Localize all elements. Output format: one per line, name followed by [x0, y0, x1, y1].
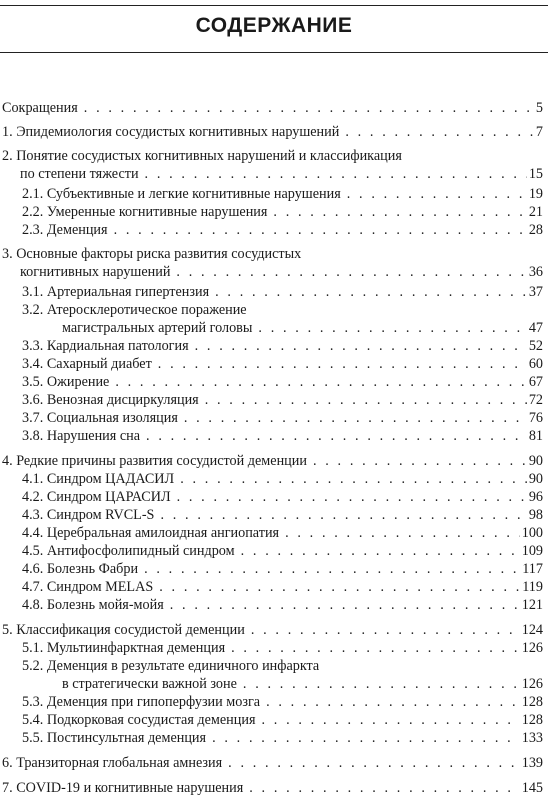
- toc-entry[interactable]: [22, 428, 543, 445]
- toc-entry-title: 5.3. Деменция при гипоперфузии мозга: [22, 694, 261, 710]
- dot-leader: [146, 428, 527, 445]
- toc-entry-title: 3.3. Кардиальная патология: [22, 338, 189, 354]
- toc-entry-page-number: 128: [521, 694, 543, 710]
- toc-entry-page-number: 121: [521, 597, 543, 613]
- dot-leader: [347, 186, 527, 203]
- dot-leader: [170, 597, 520, 614]
- toc-entry-heading-line: 3.2. Атеросклеротическое поражение: [22, 302, 247, 318]
- toc-entry-title: в стратегически важной зоне: [62, 676, 237, 692]
- toc-entry[interactable]: [2, 780, 543, 797]
- toc-entry[interactable]: [2, 124, 543, 141]
- toc-entry-page-number: 100: [521, 525, 543, 541]
- toc-entry-title: 2.1. Субъективные и легкие когнитивные нарушения: [22, 186, 341, 202]
- dot-leader: [261, 712, 519, 729]
- toc-entry[interactable]: [62, 320, 543, 337]
- toc-entry[interactable]: [22, 186, 543, 203]
- dot-leader: [231, 640, 520, 657]
- toc-entry-page-number: 96: [528, 489, 543, 505]
- dot-leader: [249, 780, 519, 797]
- toc-entry-page-number: 109: [521, 543, 543, 559]
- dot-leader: [144, 561, 520, 578]
- toc-entry-title: 5.5. Постинсультная деменция: [22, 730, 207, 746]
- dot-leader: [184, 410, 527, 427]
- toc-entry-title: магистральных артерий головы: [62, 320, 253, 336]
- toc-entry-title: по степени тяжести: [20, 166, 139, 182]
- dot-leader: [114, 222, 527, 239]
- toc-entry-title: 1. Эпидемиология сосудистых когнитивных нарушений: [2, 124, 340, 140]
- toc-entry-title: 4.6. Болезнь Фабри: [22, 561, 139, 577]
- toc-entry-title: 2.2. Умеренные когнитивные нарушения: [22, 204, 268, 220]
- toc-entry[interactable]: [22, 543, 543, 560]
- toc-entry[interactable]: [22, 204, 543, 221]
- toc-entry-title: 3.6. Венозная дисциркуляция: [22, 392, 199, 408]
- toc-entry-title: 3.7. Социальная изоляция: [22, 410, 178, 426]
- toc-entry[interactable]: [62, 676, 543, 693]
- toc-entry-title: 3.4. Сахарный диабет: [22, 356, 152, 372]
- toc-entry[interactable]: [22, 410, 543, 427]
- toc-entry-page-number: 67: [528, 374, 543, 390]
- toc-entry[interactable]: [22, 392, 543, 409]
- toc-entry-page-number: 133: [521, 730, 543, 746]
- toc-entry-page-number: 72: [528, 392, 543, 408]
- toc-entry[interactable]: [22, 338, 543, 355]
- dot-leader: [160, 507, 526, 524]
- dot-leader: [285, 525, 520, 542]
- toc-entry-title: 3.5. Ожирение: [22, 374, 110, 390]
- toc-entry[interactable]: [2, 453, 543, 470]
- dot-leader: [266, 694, 520, 711]
- toc-entry[interactable]: [22, 489, 543, 506]
- dot-leader: [159, 579, 520, 596]
- dot-leader: [145, 166, 527, 183]
- toc-entry[interactable]: [22, 712, 543, 729]
- toc-entry[interactable]: [22, 694, 543, 711]
- toc-entry-title: Сокращения: [2, 100, 78, 116]
- toc-entry-page-number: 90: [528, 453, 543, 469]
- toc-entry[interactable]: [22, 356, 543, 373]
- toc-entry-page-number: 126: [521, 640, 543, 656]
- toc-entry-title: 4.7. Синдром MELAS: [22, 579, 154, 595]
- dot-leader: [258, 320, 526, 337]
- toc-entry-page-number: 36: [528, 264, 543, 280]
- toc-entry-title: 4.3. Синдром RVCL-S: [22, 507, 155, 523]
- toc-entry-title: 5. Классификация сосудистой деменции: [2, 622, 245, 638]
- dot-leader: [251, 622, 520, 639]
- toc-entry-title: 2.3. Деменция: [22, 222, 108, 238]
- toc-entry[interactable]: [22, 561, 543, 578]
- top-rule: [0, 5, 548, 6]
- toc-entry[interactable]: [22, 579, 543, 596]
- toc-entry[interactable]: [2, 755, 543, 772]
- toc-entry-title: 4.2. Синдром ЦАРАСИЛ: [22, 489, 171, 505]
- dot-leader: [158, 356, 527, 373]
- toc-entry-page-number: 126: [521, 676, 543, 692]
- dot-leader: [115, 374, 526, 391]
- dot-leader: [345, 124, 534, 141]
- toc-entry[interactable]: [22, 284, 543, 301]
- toc-entry-page-number: 90: [528, 471, 543, 487]
- toc-entry-page-number: 21: [528, 204, 543, 220]
- toc-entry-page-number: 76: [528, 410, 543, 426]
- toc-entry-title: 3.8. Нарушения сна: [22, 428, 141, 444]
- toc-entry-page-number: 47: [528, 320, 543, 336]
- dot-leader: [205, 392, 527, 409]
- toc-entry-page-number: 37: [528, 284, 543, 300]
- toc-entry[interactable]: [2, 100, 543, 117]
- toc-entry-title: 4.1. Синдром ЦАДАСИЛ: [22, 471, 175, 487]
- toc-entry[interactable]: [20, 166, 543, 183]
- toc-entry-page-number: 98: [528, 507, 543, 523]
- dot-leader: [177, 489, 527, 506]
- toc-entry-title: 7. COVID-19 и когнитивные нарушения: [2, 780, 244, 796]
- toc-entry-page-number: 7: [535, 124, 543, 140]
- toc-entry-title: 5.1. Мультиинфарктная деменция: [22, 640, 226, 656]
- dot-leader: [195, 338, 527, 355]
- toc-entry-page-number: 28: [528, 222, 543, 238]
- toc-entry-title: 4.4. Церебральная амилоидная ангиопатия: [22, 525, 280, 541]
- toc-entry-title: 6. Транзиторная глобальная амнезия: [2, 755, 223, 771]
- toc-entry-page-number: 145: [521, 780, 543, 796]
- dot-leader: [180, 471, 527, 488]
- toc-entry-title: 3.1. Артериальная гипертензия: [22, 284, 210, 300]
- toc-entry-title: когнитивных нарушений: [20, 264, 171, 280]
- toc-entry-page-number: 81: [528, 428, 543, 444]
- toc-entry-page-number: 124: [521, 622, 543, 638]
- toc-entry-title: 4.8. Болезнь мойя-мойя: [22, 597, 164, 613]
- dot-leader: [215, 284, 527, 301]
- dot-leader: [176, 264, 526, 281]
- toc-entry-page-number: 52: [528, 338, 543, 354]
- toc-entry[interactable]: [20, 264, 543, 281]
- dot-leader: [228, 755, 520, 772]
- toc-entry[interactable]: [22, 507, 543, 524]
- toc-entry-page-number: 60: [528, 356, 543, 372]
- toc-entry-heading-line: 5.2. Деменция в результате единичного инфаркта: [22, 658, 320, 674]
- toc-entry-heading-line: 3. Основные факторы риска развития сосудистых: [2, 246, 302, 262]
- toc-entry-page-number: 5: [535, 100, 543, 116]
- toc-entry-title: 4. Редкие причины развития сосудистой деменции: [2, 453, 307, 469]
- page-title: СОДЕРЖАНИЕ: [195, 14, 353, 37]
- toc-entry-page-number: 119: [522, 579, 543, 595]
- toc-entry[interactable]: [22, 222, 543, 239]
- toc-entry-title: 4.5. Антифосфолипидный синдром: [22, 543, 235, 559]
- dot-leader: [313, 453, 527, 470]
- toc-entry[interactable]: [22, 597, 543, 614]
- title-underline: [0, 52, 548, 53]
- toc-entry[interactable]: [2, 622, 543, 639]
- toc-entry-page-number: 128: [521, 712, 543, 728]
- toc-entry-heading-line: 2. Понятие сосудистых когнитивных нарушений и классификация: [2, 148, 402, 164]
- toc-entry[interactable]: [22, 525, 543, 542]
- dot-leader: [84, 100, 534, 117]
- toc-entry-title: 5.4. Подкорковая сосудистая деменция: [22, 712, 256, 728]
- toc-entry[interactable]: [22, 374, 543, 391]
- dot-leader: [241, 543, 520, 560]
- toc-entry-page-number: 19: [528, 186, 543, 202]
- dot-leader: [212, 730, 520, 747]
- toc-entry[interactable]: [22, 471, 543, 488]
- dot-leader: [243, 676, 520, 693]
- toc-entry-page-number: 117: [522, 561, 543, 577]
- toc-entry[interactable]: [22, 640, 543, 657]
- toc-entry-page-number: 15: [528, 166, 543, 182]
- toc-entry[interactable]: [22, 730, 543, 747]
- dot-leader: [273, 204, 526, 221]
- toc-entry-page-number: 139: [521, 755, 543, 771]
